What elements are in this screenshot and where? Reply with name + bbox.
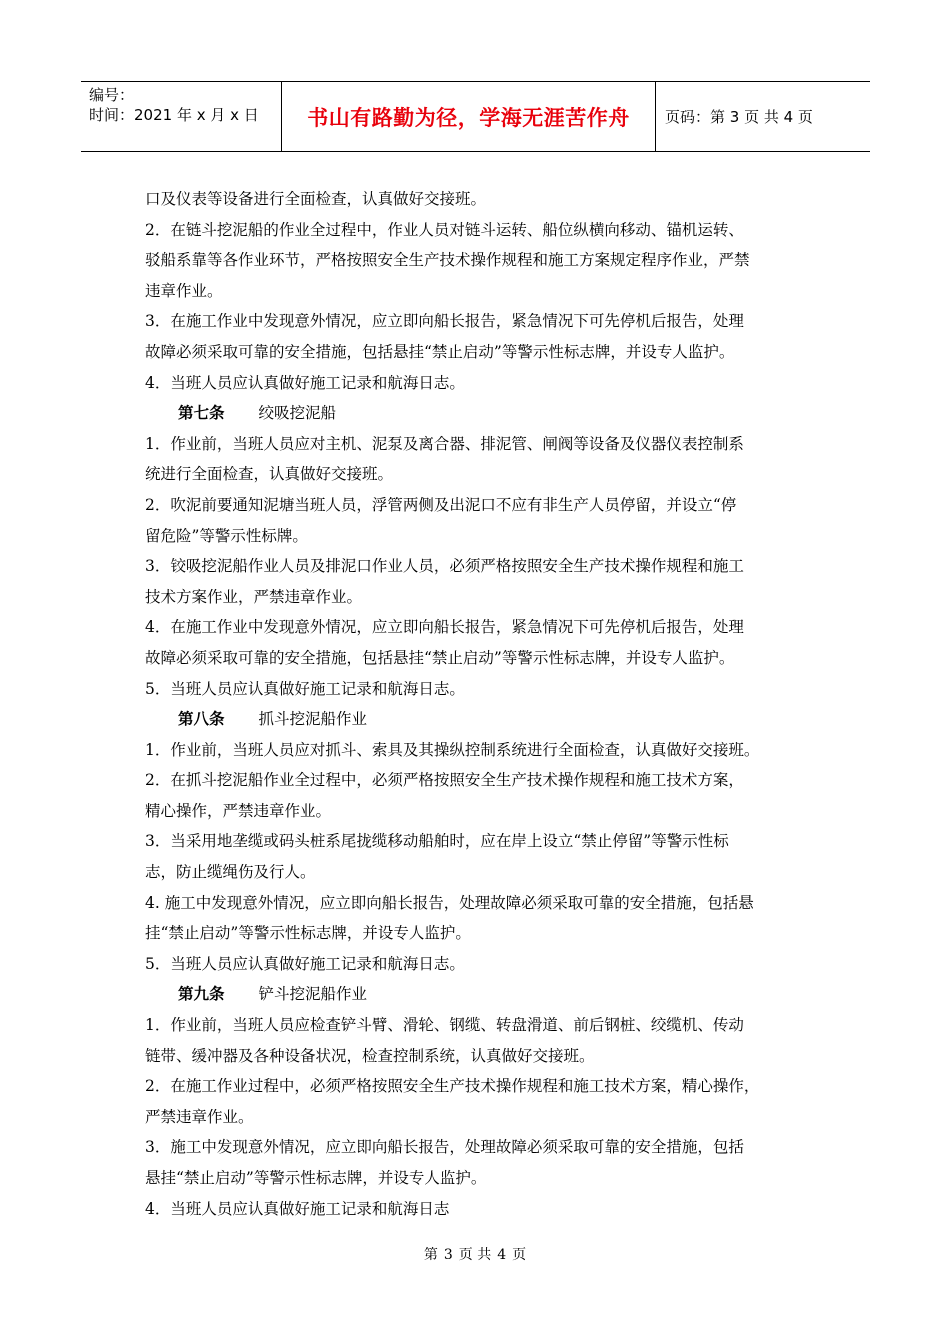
text-line: 4．在施工作业中发现意外情况，应立即向船长报告，紧急情况下可先停机后报告，处理 [145,618,744,637]
serial-number-label: 编号： [89,86,135,104]
text-line: 2．吹泥前要通知泥塘当班人员，浮管两侧及出泥口不应有非生产人员停留，并设立“停 [145,495,737,514]
page-footer [0,1244,950,1264]
text-line: 悬挂“禁止启动”等警示性标志牌，并设专人监护。 [145,1169,487,1187]
text-line: 2．在施工作业过程中，必须严格按照安全生产技术操作规程和施工技术方案，精心操作， [145,1077,760,1096]
text-line: 严禁违章作业。 [145,1107,254,1126]
footer-prefix: 第 [423,1247,438,1263]
text-line: 5．当班人员应认真做好施工记录和航海日志。 [145,954,465,973]
text-line: 3．当采用地垄缆或码头桩系尾拢缆移动船舶时，应在岸上设立“禁止停留”等警示性标 [145,832,729,851]
text-line: 挂“禁止启动”等警示性标志牌，并设专人监护。 [145,924,471,943]
text-line: 3．铰吸挖泥船作业人员及排泥口作业人员，必须严格按照安全生产技术操作规程和施工 [145,557,744,576]
footer-suffix: 页 [512,1247,527,1263]
text-line: 1．作业前，当班人员应对主机、泥泵及离合器、排泥管、闸阀等设备及仪器仪表控制系 [145,434,744,453]
document-body [145,184,825,1224]
text-line: 4．当班人员应认真做好施工记录和航海日志。 [145,373,465,392]
text-line: 5．当班人员应认真做好施工记录和航海日志。 [145,679,465,698]
text-line: 4. 施工中发现意外情况，应立即向船长报告，处理故障必须采取可靠的安全措施，包括悬 [145,893,754,912]
page-header [81,81,870,152]
article-heading [145,398,825,429]
article-heading [145,979,825,1010]
text-line: 2．在链斗挖泥船的作业全过程中，作业人员对链斗运转、船位纵横向移动、锚机运转、 [145,220,744,239]
text-line: 留危险”等警示性标牌。 [145,526,308,545]
footer-total-pages: 4 [497,1247,507,1263]
text-line: 1．作业前，当班人员应检查铲斗臂、滑轮、钢缆、转盘滑道、前后钢桩、绞缆机、传动 [145,1016,744,1035]
time-label: 时间：2021 年 x 月 x 日 [89,106,259,124]
footer-current-page: 3 [443,1247,453,1263]
text-line: 故障必须采取可靠的安全措施，包括悬挂“禁止启动”等警示性标志牌，并设专人监护。 [145,342,735,361]
article-title: 铲斗挖泥船作业 [258,985,368,1004]
text-line: 2．在抓斗挖泥船作业全过程中，必须严格按照安全生产技术操作规程和施工技术方案， [145,771,744,790]
article-heading [145,704,825,735]
article-number: 第七条 [178,403,225,423]
article-title: 抓斗挖泥船作业 [258,710,368,729]
text-line: 1．作业前，当班人员应对抓斗、索具及其操纵控制系统进行全面检查，认真做好交接班。 [145,740,760,759]
text-line: 4．当班人员应认真做好施工记录和航海日志 [145,1199,450,1218]
article-number: 第八条 [178,709,225,729]
header-meta [81,82,281,151]
text-line: 精心操作，严禁违章作业。 [145,801,332,820]
text-line: 3．施工中发现意外情况，应立即向船长报告，处理故障必须采取可靠的安全措施，包括 [145,1138,744,1157]
footer-middle: 页 共 [458,1247,492,1263]
article-number: 第九条 [178,984,225,1004]
text-line: 违章作业。 [145,281,223,300]
header-motto: 书山有路勤为径，学海无涯苦作舟 [307,104,630,130]
text-line: 志，防止缆绳伤及行人。 [145,863,316,882]
header-divider [655,82,656,151]
article-title: 绞吸挖泥船 [258,404,337,423]
text-line: 口及仪表等设备进行全面检查，认真做好交接班。 [145,190,487,208]
text-line: 3．在施工作业中发现意外情况，应立即向船长报告，紧急情况下可先停机后报告，处理 [145,312,744,331]
text-line: 统进行全面检查，认真做好交接班。 [145,465,394,484]
text-line: 驳船系靠等各作业环节，严格按照安全生产技术操作规程和施工方案规定程序作业，严禁 [145,251,750,270]
text-line: 故障必须采取可靠的安全措施，包括悬挂“禁止启动”等警示性标志牌，并设专人监护。 [145,648,735,667]
text-line: 链带、缓冲器及各种设备状况，检查控制系统，认真做好交接班。 [145,1046,595,1065]
header-page-code: 页码：第 3 页 共 4 页 [665,108,813,126]
text-line: 技术方案作业，严禁违章作业。 [145,587,363,606]
